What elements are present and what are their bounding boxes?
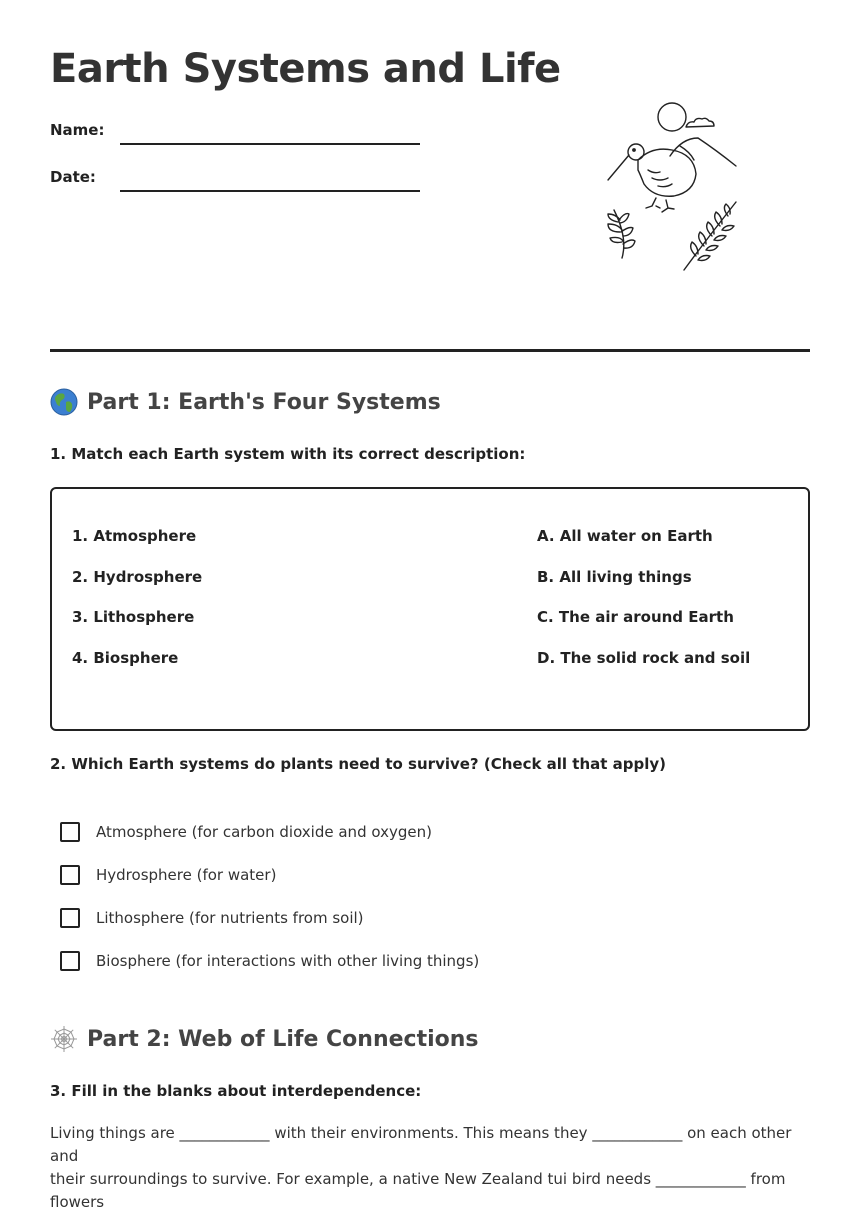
globe-icon: [50, 388, 78, 416]
checkbox[interactable]: [60, 951, 80, 971]
checkbox[interactable]: [60, 908, 80, 928]
description-item: A. All water on Earth: [537, 527, 713, 545]
date-label: Date:: [50, 168, 96, 186]
system-item: 4. Biosphere: [72, 649, 179, 667]
system-item: 3. Lithosphere: [72, 608, 195, 626]
part2-heading-text: Part 2: Web of Life Connections: [87, 1026, 479, 1052]
section-divider: [50, 349, 810, 352]
checkbox-label: Lithosphere (for nutrients from soil): [96, 909, 364, 927]
date-field-line[interactable]: [120, 190, 420, 192]
matching-box: [50, 487, 810, 731]
checkbox-label: Atmosphere (for carbon dioxide and oxygen): [96, 823, 432, 841]
checkbox[interactable]: [60, 822, 80, 842]
checkbox[interactable]: [60, 865, 80, 885]
kiwi-bird-with-ferns-icon: [600, 98, 745, 278]
checkbox-option[interactable]: [60, 906, 364, 930]
checkbox-label: Biosphere (for interactions with other living things): [96, 952, 480, 970]
checkbox-option[interactable]: [60, 863, 276, 887]
paragraph-line: their surroundings to survive. For example, a native New Zealand tui bird needs ____________ from flowers: [50, 1170, 786, 1211]
worksheet-title: Earth Systems and Life: [50, 46, 561, 92]
checkbox-option[interactable]: [60, 949, 479, 973]
paragraph-line: Living things are ____________ with their environments. This means they ____________ on each other and: [50, 1124, 792, 1165]
description-item: D. The solid rock and soil: [537, 649, 751, 667]
system-item: 2. Hydrosphere: [72, 568, 203, 586]
checkbox-option[interactable]: [60, 820, 432, 844]
part1-heading-text: Part 1: Earth's Four Systems: [87, 389, 441, 415]
system-item: 1. Atmosphere: [72, 527, 197, 545]
name-field-line[interactable]: [120, 143, 420, 145]
question-1-prompt: 1. Match each Earth system with its correct description:: [50, 445, 526, 463]
spider-web-icon: [50, 1025, 78, 1053]
part2-heading: [50, 1025, 479, 1053]
question-2-prompt: 2. Which Earth systems do plants need to survive? (Check all that apply): [50, 755, 667, 773]
checkbox-label: Hydrosphere (for water): [96, 866, 277, 884]
part1-heading: [50, 388, 441, 416]
name-label: Name:: [50, 121, 105, 139]
description-item: B. All living things: [537, 568, 692, 586]
description-item: C. The air around Earth: [537, 608, 734, 626]
fill-in-paragraph: [50, 1122, 810, 1214]
question-3-prompt: 3. Fill in the blanks about interdependence:: [50, 1082, 422, 1100]
